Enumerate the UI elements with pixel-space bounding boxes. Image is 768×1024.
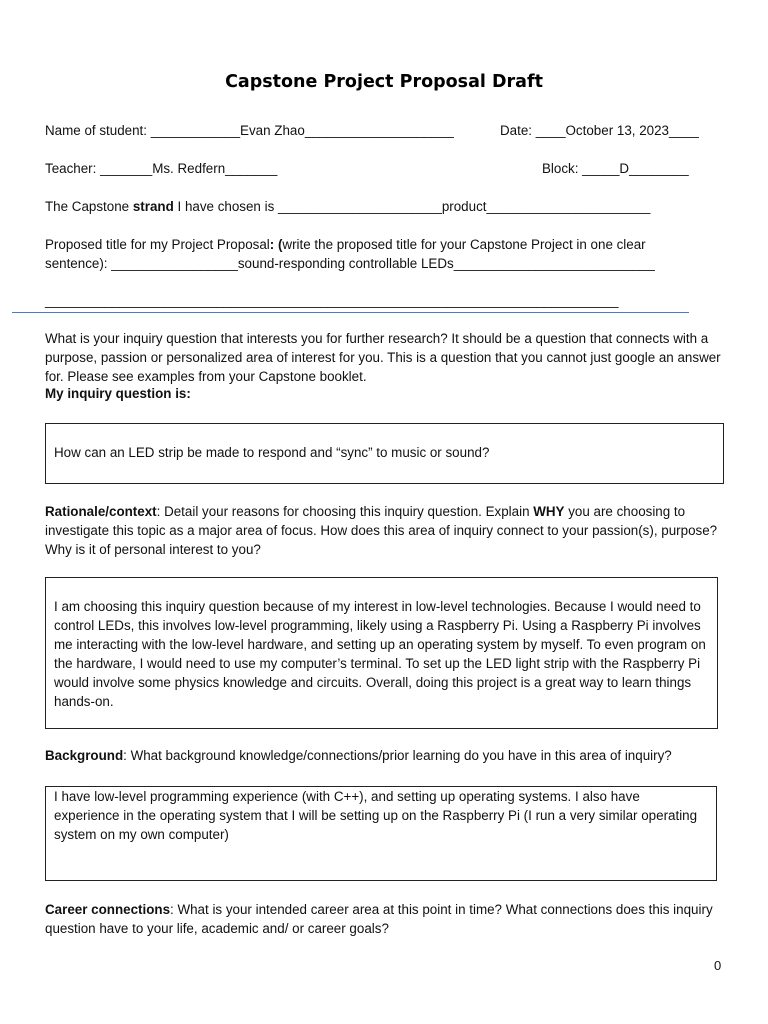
strand-line bbox=[45, 199, 650, 214]
career-prompt-text: : What is your intended career area at this point in time? What connections does this inquiry question have to your life, academic and/ or career goals? bbox=[45, 902, 713, 936]
teacher-line: Teacher: _______Ms. Redfern_______ bbox=[45, 161, 278, 176]
background-prompt bbox=[45, 748, 672, 763]
inquiry-label bbox=[45, 386, 191, 401]
background-answer-box[interactable] bbox=[45, 786, 717, 881]
student-name-line: Name of student: ____________Evan Zhao____________________ bbox=[45, 123, 454, 138]
background-answer-text: I have low-level programming experience (with C++), and setting up operating systems. I also have experience in the operating system that I will be setting up on the Raspberry Pi (I run a very similar operating system on my own computer) bbox=[54, 789, 698, 842]
date-line: Date: ____October 13, 2023____ bbox=[500, 123, 699, 138]
rationale-answer-box[interactable] bbox=[45, 577, 718, 729]
career-label: Career connections bbox=[45, 902, 171, 917]
strand-bold: strand bbox=[132, 199, 174, 214]
background-label: Background bbox=[45, 748, 124, 763]
proposed-title-rest: write the proposed title for your Capstone Project in one clear bbox=[282, 237, 646, 252]
inquiry-answer-text: How can an LED strip be made to respond and “sync” to music or sound? bbox=[54, 445, 490, 460]
rationale-prompt bbox=[45, 502, 730, 559]
proposed-title-line-2: sentence): _________________sound-responding controllable LEDs___________________________ bbox=[45, 256, 655, 271]
proposed-title-block bbox=[45, 235, 730, 273]
rationale-label: Rationale/context bbox=[45, 504, 157, 519]
rationale-prompt-b: you are choosing to investigate this topic as a major area of focus. How does this area of inquiry connect to your passion(s), purpose? Why is it of personal interest to you? bbox=[45, 504, 718, 557]
inquiry-label-text: My inquiry question is: bbox=[45, 386, 191, 401]
background-prompt-text: : What background knowledge/connections/prior learning do you have in this area of inquiry? bbox=[123, 748, 672, 763]
blank-underline-row: _____________________________________________________________________________ bbox=[45, 293, 619, 308]
career-prompt bbox=[45, 900, 730, 938]
rationale-why: WHY bbox=[533, 504, 565, 519]
rationale-prompt-a: : Detail your reasons for choosing this inquiry question. Explain bbox=[156, 504, 534, 519]
document-title: Capstone Project Proposal Draft bbox=[225, 72, 543, 92]
inquiry-answer-box[interactable] bbox=[45, 423, 724, 484]
strand-prefix: The Capstone bbox=[45, 199, 133, 214]
page-number: 0 bbox=[714, 958, 722, 973]
rationale-answer-text: I am choosing this inquiry question because of my interest in low-level technologies. Because I would need to control LEDs, this involves low-level programming, likely using a Raspberry Pi. Using a Raspberry Pi involves me interacting with the low-level hardware, and setting up an operating system by myself. To even program on the hardware, I would need to use my computer’s terminal. To set up the LED light strip with the Raspberry Pi would involve some physics knowledge and circuits. Overall, doing this project is a great way to learn things hands-on. bbox=[54, 599, 706, 709]
inquiry-prompt: What is your inquiry question that interests you for further research? It should be a question that connects with a purpose, passion or personalized area of interest for you. This is a question that you cannot just google an answer for. Please see examples from your Capstone booklet. bbox=[45, 331, 721, 384]
proposed-title-bold: : ( bbox=[269, 237, 283, 252]
proposed-title-line-1 bbox=[45, 235, 730, 254]
proposed-title-prefix: Proposed title for my Project Proposal bbox=[45, 237, 270, 252]
strand-suffix: I have chosen is ______________________product______________________ bbox=[173, 199, 651, 214]
section-divider bbox=[12, 312, 689, 313]
block-line: Block: _____D________ bbox=[542, 161, 689, 176]
